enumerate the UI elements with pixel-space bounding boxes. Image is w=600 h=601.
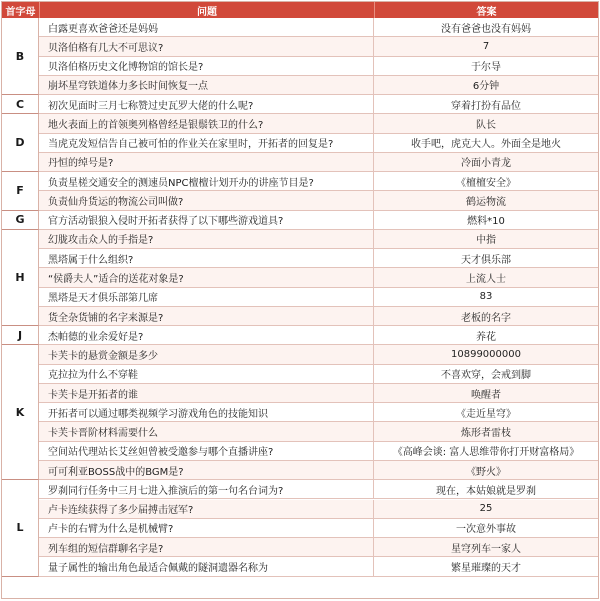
group-letter: K xyxy=(2,345,39,480)
table-row xyxy=(39,153,598,172)
table-row xyxy=(39,442,598,461)
table-row xyxy=(39,211,598,230)
answer-cell: 现在，本姑娘就是罗刹 xyxy=(436,485,536,497)
answer-cell: 《高峰会谈: 富人思维带你打开财富格局》 xyxy=(392,447,580,459)
group-letter: F xyxy=(2,172,39,211)
question-cell: 黑塔属于什么组织? xyxy=(39,249,374,267)
answer-cell: 天才俱乐部 xyxy=(461,254,511,266)
faq-table xyxy=(1,1,599,599)
answer-cell: 7 xyxy=(482,40,490,52)
question-cell: 卡芙卡晋阶材料需要什么 xyxy=(39,422,374,440)
table-row xyxy=(39,172,598,191)
group-letter: J xyxy=(2,326,39,345)
question-cell: 初次见面时三月七称赞过史瓦罗大佬的什么呢? xyxy=(39,95,374,113)
question-cell: 量子属性的输出角色最适合佩戴的隧洞遗器名称为 xyxy=(39,557,374,575)
answer-cell: 83 xyxy=(479,291,493,303)
table-row xyxy=(39,57,598,76)
question-cell: 贝洛伯格有几大不可思议? xyxy=(39,37,374,55)
answer-cell: 《檀檀安全》 xyxy=(456,177,516,189)
table-row xyxy=(39,422,598,441)
table-row xyxy=(39,326,598,345)
table-row xyxy=(39,557,598,576)
table-row xyxy=(39,403,598,422)
table-row xyxy=(39,268,598,287)
group-letter: H xyxy=(2,230,39,326)
question-cell: 负责星槎交通安全的测速员NPC檀檀计划开办的讲座节目是? xyxy=(39,172,374,190)
question-cell: 卡芙卡的悬赏金额是多少 xyxy=(39,345,374,363)
table-row xyxy=(39,95,598,114)
question-cell: 空间站代理站长艾丝妲曾被受邀参与哪个直播讲座? xyxy=(39,442,374,460)
question-cell: 幻胧攻击众人的手指是? xyxy=(39,230,374,248)
table-row xyxy=(39,384,598,403)
answer-cell: 收手吧，虎克大人。外面全是地火 xyxy=(411,139,561,151)
answer-cell: 上流人士 xyxy=(466,274,506,285)
question-cell: 当虎克发短信告自己被可怕的作业关在家里时，开拓者的回复是? xyxy=(39,134,374,152)
question-cell: 卢卡的右臂为什么是机械臂? xyxy=(39,519,374,537)
answer-cell: 老板的名字 xyxy=(461,312,511,324)
answer-cell: 于尔导 xyxy=(471,62,501,74)
table-row xyxy=(39,345,598,364)
table-row xyxy=(39,307,598,326)
question-cell: 卢卡连续获得了多少届搏击冠军? xyxy=(39,500,374,518)
question-cell: 杰帕德的业余爱好是? xyxy=(39,326,374,344)
table-row xyxy=(39,500,598,519)
question-cell: 开拓者可以通过哪类视频学习游戏角色的技能知识 xyxy=(39,403,374,421)
question-cell: 贝洛伯格历史文化博物馆的馆长是? xyxy=(39,57,374,75)
question-cell: 可可利亚BOSS战中的BGM是? xyxy=(39,461,374,479)
table-row xyxy=(39,76,598,95)
question-cell: 罗刹同行任务中三月七进入推演后的第一句名台词为? xyxy=(39,480,374,498)
table-row xyxy=(39,134,598,153)
answer-cell: 中指 xyxy=(476,235,496,247)
question-cell: 列车组的短信群聊名字是? xyxy=(39,538,374,556)
table-row xyxy=(39,37,598,56)
answer-cell: 穿着打扮有品位 xyxy=(451,100,521,112)
answer-cell: 冷面小青龙 xyxy=(461,158,511,170)
question-cell: 黑塔是天才俱乐部第几席 xyxy=(39,288,374,306)
question-cell: 地火表面上的首领奥列格曾经是银鬃铁卫的什么? xyxy=(39,114,374,132)
table-row xyxy=(39,538,598,557)
question-cell: 负责仙舟货运的物流公司叫做? xyxy=(39,191,374,209)
table-row xyxy=(39,288,598,307)
answer-cell: 6分钟 xyxy=(472,81,500,93)
table-row xyxy=(39,480,598,499)
answer-cell: 没有爸爸也没有妈妈 xyxy=(441,23,531,35)
header-letter: 首字母 xyxy=(2,2,39,18)
question-cell: 崩坏星穹铁道体力多长时间恢复一点 xyxy=(39,76,374,94)
question-cell: “侯爵夫人”适合的送花对象是? xyxy=(39,268,374,286)
question-cell: 白露更喜欢爸爸还是妈妈 xyxy=(39,18,374,36)
table-row xyxy=(39,461,598,480)
table-row xyxy=(39,519,598,538)
answer-cell: 10899000000 xyxy=(451,349,521,361)
answer-cell: 一次意外事故 xyxy=(456,524,516,536)
question-cell: 卡芙卡是开拓者的谁 xyxy=(39,384,374,402)
question-cell: 货全杂货铺的名字来源是? xyxy=(39,307,374,325)
answer-cell: 队长 xyxy=(476,119,496,131)
table-row xyxy=(39,18,598,37)
answer-cell: 繁星璀璨的天才 xyxy=(451,562,521,574)
answer-cell: 炼形者雷枝 xyxy=(461,428,511,440)
answer-cell: 不喜欢穿，会戒到脚 xyxy=(441,370,531,382)
group-letter: G xyxy=(2,211,39,230)
table-row xyxy=(39,114,598,133)
table-row xyxy=(39,191,598,210)
answer-cell: 鹤运物流 xyxy=(466,196,506,208)
question-cell: 丹恒的绰号是? xyxy=(39,153,374,171)
header-answer: 答案 xyxy=(374,2,598,18)
group-letter: L xyxy=(2,480,39,576)
group-letter: C xyxy=(2,95,39,114)
group-letter: D xyxy=(2,114,39,172)
answer-cell: 25 xyxy=(479,503,493,515)
header-question: 问题 xyxy=(39,2,374,18)
question-cell: 克拉拉为什么不穿鞋 xyxy=(39,365,374,383)
table-row xyxy=(39,249,598,268)
answer-cell: 燃料*10 xyxy=(467,216,505,228)
answer-cell: 《走近星穹》 xyxy=(456,408,516,420)
question-cell: 官方活动银狼入侵时开拓者获得了以下哪些游戏道具? xyxy=(39,211,374,229)
answer-cell: 养花 xyxy=(476,331,496,343)
answer-cell: 星穹列车一家人 xyxy=(451,543,521,555)
answer-cell: 《野火》 xyxy=(466,466,506,478)
table-row xyxy=(39,230,598,249)
table-row xyxy=(39,365,598,384)
answer-cell: 唤醒者 xyxy=(471,389,501,401)
group-letter: B xyxy=(2,18,39,95)
